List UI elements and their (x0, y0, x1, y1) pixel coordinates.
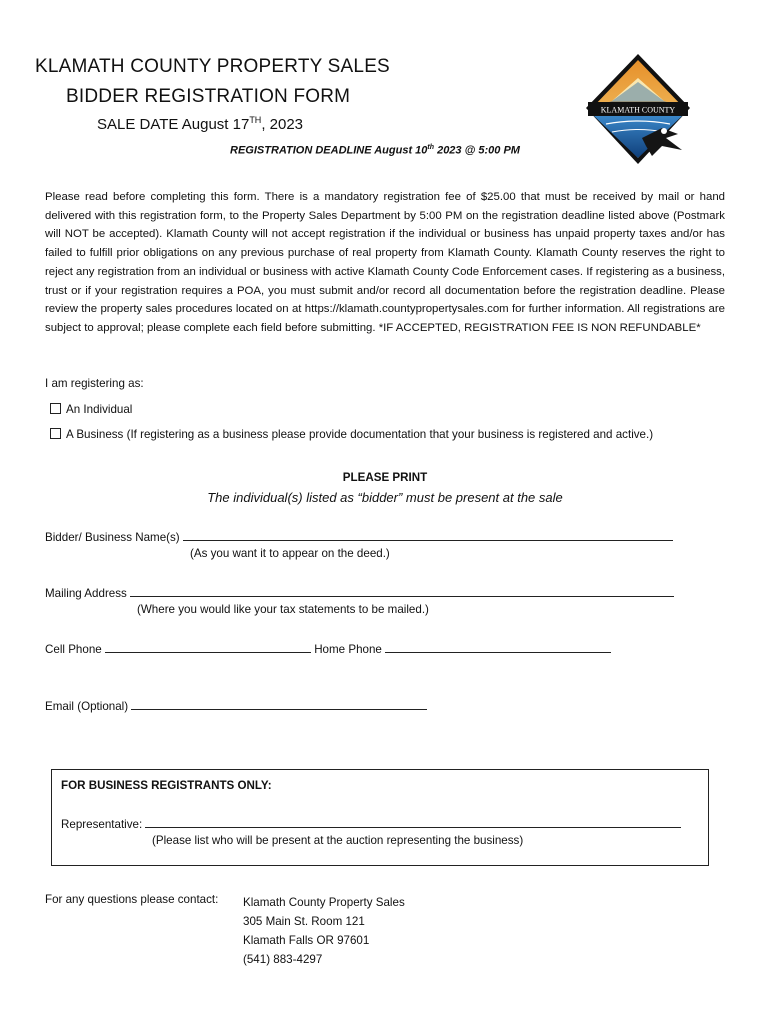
bidder-name-input[interactable] (183, 529, 673, 541)
representative-input[interactable] (145, 816, 681, 828)
business-box-heading: FOR BUSINESS REGISTRANTS ONLY: (61, 779, 272, 792)
individual-checkbox[interactable] (50, 403, 61, 414)
bidder-name-row: Bidder/ Business Name(s) (45, 529, 673, 544)
option-business[interactable]: A Business (If registering as a business please provide documentation that your business is registered and active.) (50, 428, 653, 441)
option-individual[interactable]: An Individual (50, 403, 132, 416)
business-checkbox[interactable] (50, 428, 61, 439)
contact-block (243, 893, 405, 969)
bidder-presence-note: The individual(s) listed as “bidder” must be present at the sale (207, 490, 563, 505)
contact-label: For any questions please contact: (45, 893, 219, 906)
email-input[interactable] (131, 698, 427, 710)
registration-deadline: REGISTRATION DEADLINE August 10th 2023 @ 5:00 PM (230, 144, 520, 157)
mailing-address-input[interactable] (130, 585, 674, 597)
representative-hint: (Please list who will be present at the auction representing the business) (152, 834, 524, 847)
instructions-paragraph: Please read before completing this form. There is a mandatory registration fee of $25.00 that must be received by mail or hand delivered with this registration form, to the Property Sales Department by 5:00 PM on the registration deadline listed above (Postmark will NOT be accepted). Klamath County will not accept registration if the individual or business has unpaid property taxes and/or has failed to fulfill prior obligations on any previous purchase of real property from Klamath County. Klamath County reserves the right to reject any registration from an individual or business with active Klamath County Code Enforcement cases. If registering as a business, trust or if your registration requires a POA, you must submit and/or record all documentation before the registration deadline. Please review the property sales procedures located on at https://klamath.countypropertysales.com for further information. All registrations are subject to approval; please complete each field before submitting. *IF ACCEPTED, REGISTRATION FEE IS NON REFUNDABLE* (45, 191, 725, 334)
cell-phone-input[interactable] (105, 641, 311, 653)
contact-line-city: Klamath Falls OR 97601 (243, 934, 370, 947)
email-row: Email (Optional) (45, 698, 427, 713)
home-phone-input[interactable] (385, 641, 611, 653)
registering-as-label: I am registering as: (45, 377, 144, 390)
form-title-line2: BIDDER REGISTRATION FORM (66, 86, 351, 107)
sale-date: SALE DATE August 17TH, 2023 (97, 115, 304, 133)
phone-row: Cell Phone Home Phone (45, 641, 611, 656)
contact-line-street: 305 Main St. Room 121 (243, 915, 365, 928)
form-title-line1: KLAMATH COUNTY PROPERTY SALES (35, 56, 390, 77)
please-print-heading: PLEASE PRINT (342, 471, 428, 484)
representative-row: Representative: (61, 816, 681, 831)
klamath-county-logo (582, 52, 694, 166)
bidder-name-hint: (As you want it to appear on the deed.) (190, 547, 390, 560)
svg-text:KLAMATH COUNTY: KLAMATH COUNTY (600, 105, 676, 115)
contact-line-org: Klamath County Property Sales (243, 896, 405, 909)
business-registrants-box (51, 769, 709, 866)
mailing-address-hint: (Where you would like your tax statements to be mailed.) (137, 603, 429, 616)
mailing-address-row: Mailing Address (45, 585, 674, 600)
contact-line-phone: (541) 883-4297 (243, 953, 323, 966)
